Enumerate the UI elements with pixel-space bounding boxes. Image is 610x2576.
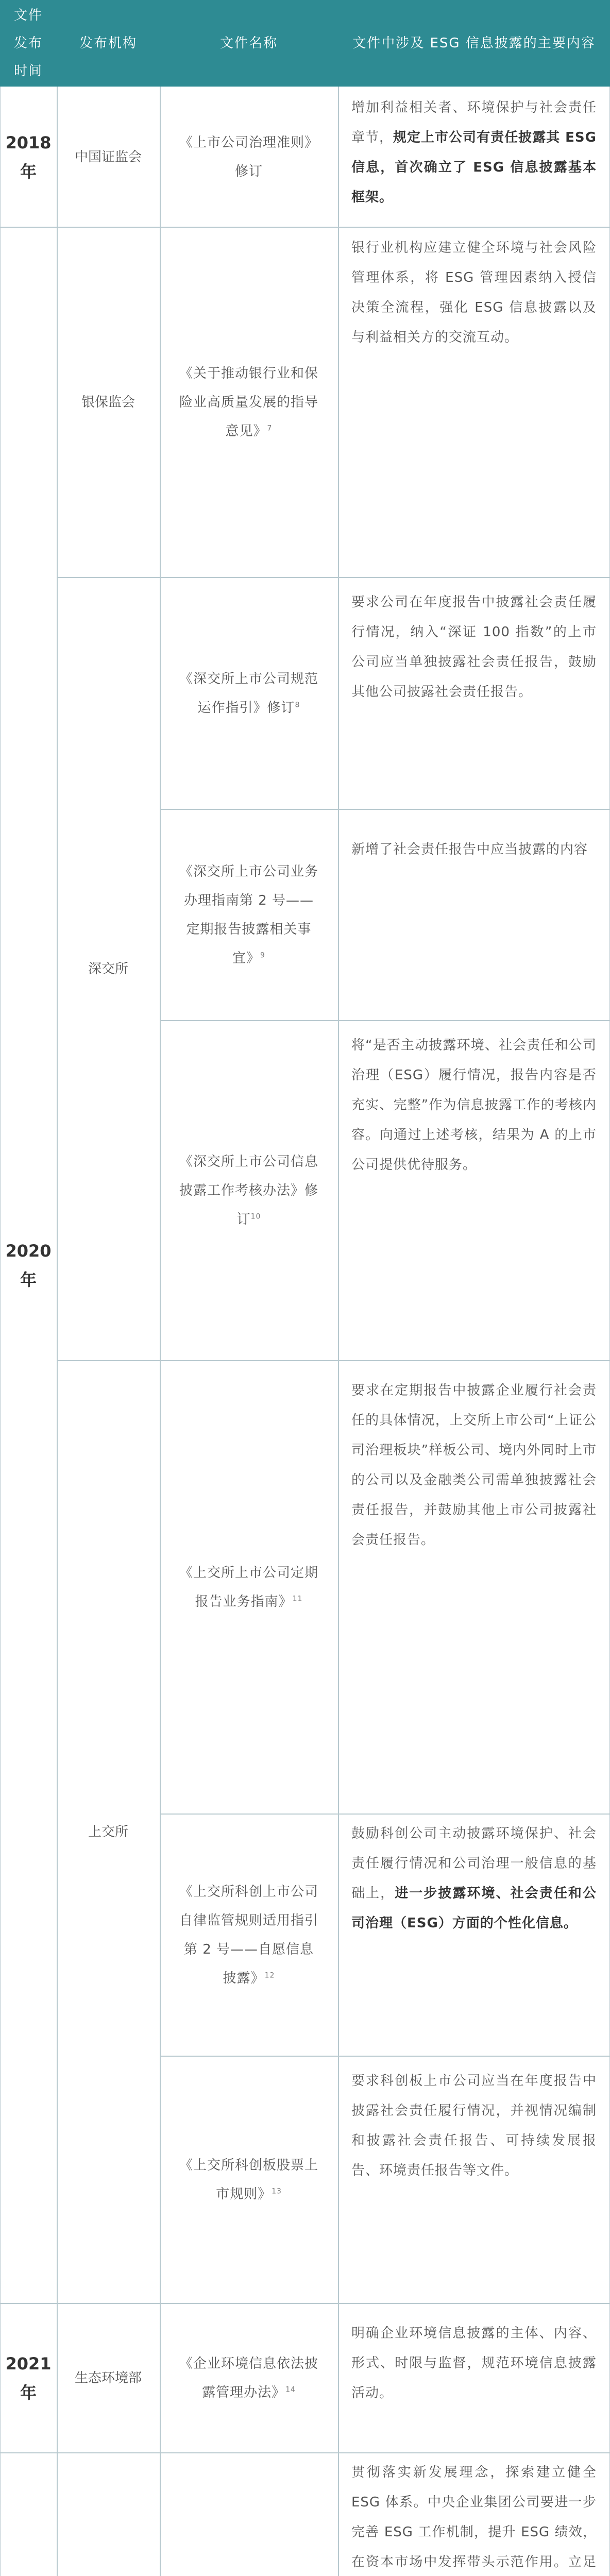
header-document-name: 文件名称 bbox=[219, 36, 278, 51]
doc-szse-operation-guide: 《深交所上市公司规范运作指引》修订$^8$ bbox=[179, 671, 318, 716]
doc-soe-quality-plan bbox=[160, 2453, 338, 2576]
doc-env-disclosure-measures: 《企业环境信息依法披露管理办法》$^{14}$ bbox=[179, 2356, 318, 2400]
agency-szse: 深交所 bbox=[88, 961, 128, 977]
agency-sasac bbox=[57, 2453, 160, 2576]
doc-sse-star-listing-rules: 《上交所科创板股票上市规则》$^{13}$ bbox=[179, 2158, 318, 2202]
content-szse-periodic-report: 新增了社会责任报告中应当披露的内容 bbox=[351, 842, 588, 857]
content-governance-code: 增加利益相关者、环境保护与社会责任章节，规定上市公司有责任披露其 ESG 信息，首次确立了 ESG 信息披露基本框架。 bbox=[351, 100, 597, 205]
content-szse-disclosure-assessment: 将“是否主动披露环境、社会责任和公司治理（ESG）履行情况，报告内容是否充实、完整”作为信息披露工作的考核内容。向通过上述考核，结果为 A 的上市公司提供优待服务。 bbox=[351, 1038, 597, 1173]
header-main-content: 文件中涉及 ESG 信息披露的主要内容 bbox=[352, 36, 596, 51]
agency-sse-2020: 上交所 bbox=[88, 1824, 128, 1840]
content-sse-star-guideline-2: 鼓励科创公司主动披露环境保护、社会责任履行情况和公司治理一般信息的基础上，进一步披露环境、社会责任和公司治理（ESG）方面的个性化信息。 bbox=[351, 1826, 597, 1931]
doc-banking-guidance: 《关于推动银行业和保险业高质量发展的指导意见》$^7$ bbox=[179, 366, 318, 439]
year-2022 bbox=[0, 2453, 57, 2576]
agency-csrc-2018: 中国证监会 bbox=[74, 149, 142, 165]
doc-sse-star-guideline-2: 《上交所科创上市公司自律监管规则适用指引第 2 号——自愿信息披露》$^{12}$ bbox=[179, 1884, 318, 1986]
content-sse-star-listing-rules: 要求科创板上市公司应当在年度报告中披露社会责任履行情况，并视情况编制和披露社会责任报告、可持续发展报告、环境责任报告等文件。 bbox=[351, 2073, 597, 2178]
year-2020: 2020 年 bbox=[5, 1241, 52, 1290]
doc-governance-code: 《上市公司治理准则》修订 bbox=[179, 135, 318, 179]
content-soe-quality-plan: 贯彻落实新发展理念，探索建立健全 ESG 体系。中央企业集团公司要进一步完善 ESG 工作机制，提升 ESG 绩效，在资本市场中发挥带头示范作用。立足 bbox=[351, 2465, 597, 2570]
content-env-disclosure-measures: 明确企业环境信息披露的主体、内容、形式、时限与监督，规范环境信息披露活动。 bbox=[351, 2326, 597, 2401]
content-banking-guidance: 银行业机构应建立健全环境与社会风险管理体系，将 ESG 管理因素纳入授信决策全流程，强化 ESG 信息披露以及与利益相关方的交流互动。 bbox=[351, 240, 597, 345]
year-2021: 2021 年 bbox=[5, 2354, 52, 2402]
header-publish-time: 文件发布时间 bbox=[13, 8, 43, 79]
agency-cbirc-2020: 银保监会 bbox=[81, 395, 135, 410]
year-2018: 2018 年 bbox=[5, 133, 52, 181]
agency-mee: 生态环境部 bbox=[74, 2370, 142, 2386]
doc-sse-periodic-guide: 《上交所上市公司定期报告业务指南》$^{11}$ bbox=[179, 1565, 318, 1609]
doc-szse-periodic-report: 《深交所上市公司业务办理指南第 2 号——定期报告披露相关事宜》$^9$ bbox=[179, 864, 318, 966]
header-agency: 发布机构 bbox=[79, 36, 137, 51]
content-sse-periodic-guide: 要求在定期报告中披露企业履行社会责任的具体情况，上交所上市公司“上证公司治理板块”样板公司、境内外同时上市的公司以及金融类公司需单独披露社会责任报告，并鼓励其他上市公司披露社会责任报告。 bbox=[351, 1383, 597, 1548]
content-szse-operation-guide: 要求公司在年度报告中披露社会责任履行情况，纳入“深证 100 指数”的上市公司应当单独披露社会责任报告，鼓励其他公司披露社会责任报告。 bbox=[351, 595, 597, 700]
doc-szse-disclosure-assessment: 《深交所上市公司信息披露工作考核办法》修订$^{10}$ bbox=[179, 1154, 318, 1227]
